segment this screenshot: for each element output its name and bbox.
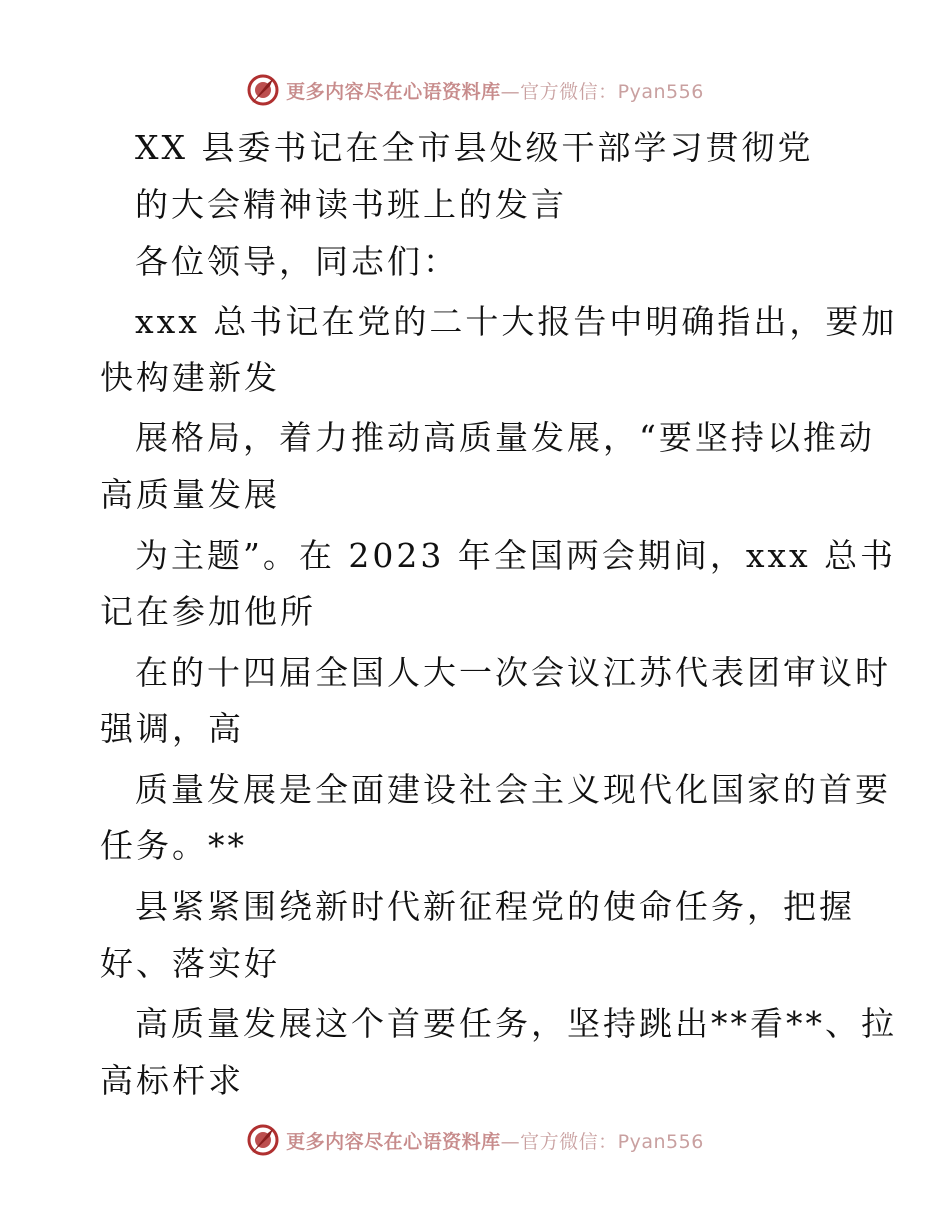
paragraph-line: 快构建新发 <box>100 358 280 397</box>
header-banner <box>0 70 950 110</box>
paragraph-line: 任务。** <box>100 826 247 865</box>
paragraph-line: xxx 总书记在党的二十大报告中明确指出，要加 <box>135 302 898 341</box>
banner-dash: — <box>500 1130 521 1153</box>
quill-logo-icon <box>246 1123 280 1157</box>
banner-text <box>286 77 704 104</box>
banner-brand: 更多内容尽在心语资料库 <box>286 1130 501 1153</box>
footer-banner <box>0 1120 950 1160</box>
paragraph-line: 高质量发展这个首要任务，坚持跳出**看**、拉 <box>135 1004 897 1043</box>
paragraph-line: 强调，高 <box>100 709 244 748</box>
paragraph-line: 县紧紧围绕新时代新征程党的使命任务，把握 <box>135 887 855 926</box>
salutation: 各位领导，同志们： <box>135 242 459 281</box>
paragraph-line: 高质量发展 <box>100 475 280 514</box>
paragraph-line: 记在参加他所 <box>100 592 316 631</box>
paragraph-line: 在的十四届全国人大一次会议江苏代表团审议时 <box>135 653 891 692</box>
title-line-1: XX 县委书记在全市县处级干部学习贯彻党 <box>135 128 814 167</box>
banner-dash: — <box>500 80 521 103</box>
banner-contact: 官方微信：Pyan556 <box>520 80 704 103</box>
paragraph-line: 质量发展是全面建设社会主义现代化国家的首要 <box>135 770 891 809</box>
banner-contact: 官方微信：Pyan556 <box>520 1130 704 1153</box>
quill-logo-icon <box>246 73 280 107</box>
paragraph-line: 好、落实好 <box>100 944 280 983</box>
title-line-2: 的大会精神读书班上的发言 <box>135 185 567 224</box>
paragraph-line: 高标杆求 <box>100 1061 244 1100</box>
banner-brand: 更多内容尽在心语资料库 <box>286 80 501 103</box>
paragraph-line: 展格局，着力推动高质量发展，“要坚持以推动 <box>135 418 875 457</box>
banner-text <box>286 1127 704 1154</box>
paragraph-line: 为主题”。在 2023 年全国两会期间，xxx 总书 <box>135 536 897 575</box>
